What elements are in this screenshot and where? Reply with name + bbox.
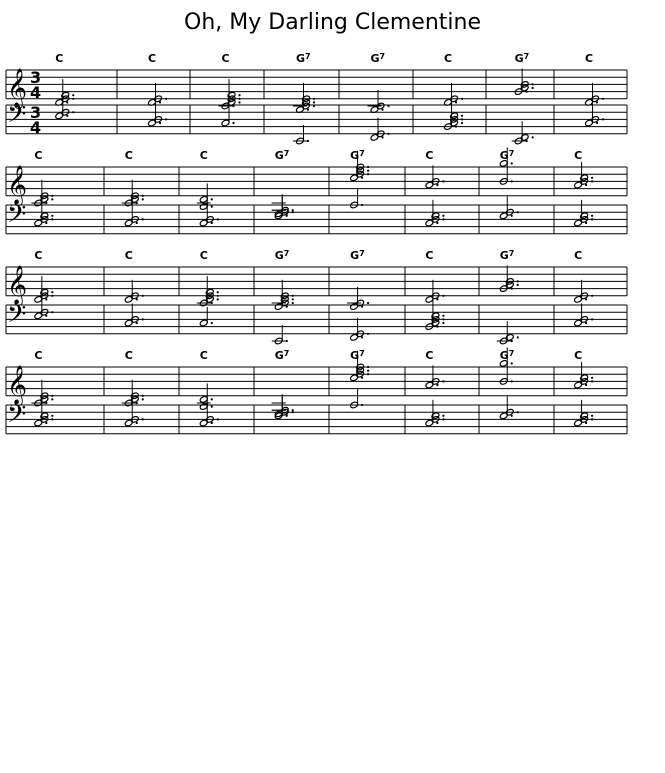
treble-note-dot <box>292 409 294 411</box>
bass-note-dot <box>602 118 604 120</box>
bass-note-dot <box>517 411 519 413</box>
treble-note-dot <box>72 98 74 100</box>
treble-clef: 𝄞 <box>7 265 28 305</box>
treble-note-dot <box>51 291 53 293</box>
treble-note-dot <box>217 295 219 297</box>
treble-note-dot <box>511 380 513 382</box>
treble-note-dot <box>442 180 444 182</box>
bass-note-dot <box>292 411 294 413</box>
bass-note-dot <box>591 418 593 420</box>
chord-symbol: C <box>574 349 583 362</box>
bass-clef: 𝄢 <box>7 300 27 335</box>
treble-note-dot <box>517 280 519 282</box>
treble-note-dot <box>602 98 604 100</box>
bass-note-dot <box>461 118 463 120</box>
treble-note-dot <box>367 366 369 368</box>
treble-clef: 𝄞 <box>7 68 28 108</box>
treble-note-dot <box>211 398 213 400</box>
treble-note-dot <box>292 302 294 304</box>
bass-note-dot <box>387 133 389 135</box>
treble-note-dot <box>591 177 593 179</box>
time-signature-lower: 4 <box>30 118 42 137</box>
treble-note-dot <box>532 83 534 85</box>
treble-note-dot <box>292 295 294 297</box>
chord-symbol: $G^7$ <box>370 52 386 65</box>
chord-symbol: $G^7$ <box>350 349 365 362</box>
treble-note-dot <box>51 295 53 297</box>
bass-note-dot <box>461 122 463 124</box>
chord-symbol: $G^7$ <box>296 52 311 65</box>
chord-symbol: C <box>34 349 43 362</box>
bass-note-dot <box>232 122 234 124</box>
treble-note-dot <box>217 298 219 300</box>
treble-note-dot <box>313 101 315 103</box>
chord-symbol: C <box>124 349 133 362</box>
chord-symbol: C <box>199 149 208 162</box>
chord-symbol: C <box>34 249 43 262</box>
bass-note-dot <box>591 218 593 220</box>
bass-note-dot <box>307 140 309 142</box>
treble-note-dot <box>367 370 369 372</box>
treble-note-dot <box>217 291 219 293</box>
chord-symbol: C <box>148 52 157 65</box>
bass-note-dot <box>142 318 144 320</box>
treble-note-dot <box>72 94 74 96</box>
treble-note-dot <box>511 162 513 164</box>
treble-note-dot <box>142 398 144 400</box>
treble-note-dot <box>238 94 240 96</box>
bass-note-dot <box>51 218 53 220</box>
chord-symbol: C <box>34 149 43 162</box>
chord-symbol: C <box>124 249 133 262</box>
bass-note-dot <box>211 322 213 324</box>
treble-note-dot <box>238 101 240 103</box>
time-signature-upper: 3 <box>30 103 42 122</box>
time-signature-lower: 4 <box>30 83 42 102</box>
treble-note-dot <box>211 406 213 408</box>
chord-symbol: $G^7$ <box>274 149 290 162</box>
treble-note-dot <box>165 98 167 100</box>
bass-note-dot <box>591 415 593 417</box>
treble-note-dot <box>313 105 315 107</box>
treble-note-dot <box>313 98 315 100</box>
song-title: Oh, My Darling Clementine <box>184 10 481 35</box>
bass-note-dot <box>367 333 369 335</box>
bass-note-dot <box>217 218 219 220</box>
treble-note-dot <box>367 173 369 175</box>
bass-note-dot <box>591 215 593 217</box>
chord-symbol: C <box>199 249 208 262</box>
chord-symbol: C <box>199 349 208 362</box>
treble-note-dot <box>51 395 53 397</box>
treble-note-dot <box>367 373 369 375</box>
treble-note-dot <box>238 98 240 100</box>
bass-note-dot <box>532 136 534 138</box>
chord-symbol: C <box>55 52 64 65</box>
treble-note-dot <box>532 87 534 89</box>
bass-clef: 𝄢 <box>7 400 27 435</box>
bass-note-dot <box>286 340 288 342</box>
chord-symbol: C <box>574 149 583 162</box>
treble-note-dot <box>142 295 144 297</box>
treble-note-dot <box>367 166 369 168</box>
treble-note-dot <box>142 198 144 200</box>
bass-note-dot <box>72 111 74 113</box>
chord-symbol: C <box>425 149 434 162</box>
treble-note-dot <box>591 377 593 379</box>
bass-note-dot <box>51 215 53 217</box>
treble-note-dot <box>142 195 144 197</box>
chord-symbol: $G^7$ <box>350 149 365 162</box>
bass-note-dot <box>442 315 444 317</box>
bass-note-dot <box>142 418 144 420</box>
treble-note-dot <box>461 98 463 100</box>
bass-note-dot <box>517 211 519 213</box>
bass-note-dot <box>517 336 519 338</box>
chord-symbol: $G^7$ <box>499 249 515 262</box>
treble-clef: 𝄞 <box>7 365 28 405</box>
bass-note-dot <box>442 418 444 420</box>
bass-clef: 𝄢 <box>7 200 27 235</box>
bass-note-dot <box>51 415 53 417</box>
chord-symbol: C <box>444 52 453 65</box>
chord-symbol: $G^7$ <box>514 52 530 65</box>
time-signature-upper: 3 <box>30 68 42 87</box>
chord-symbol: C <box>221 52 230 65</box>
treble-note-dot <box>292 209 294 211</box>
bass-clef: 𝄢 <box>7 100 27 135</box>
bass-note-dot <box>442 415 444 417</box>
treble-note-dot <box>211 198 213 200</box>
treble-note-dot <box>51 398 53 400</box>
chord-symbol: $G^7$ <box>350 249 365 262</box>
treble-note-dot <box>387 105 389 107</box>
treble-note-dot <box>442 295 444 297</box>
chord-symbol: $G^7$ <box>274 349 290 362</box>
chord-symbol: C <box>124 149 133 162</box>
bass-note <box>520 133 529 141</box>
treble-note-dot <box>517 284 519 286</box>
chord-symbol: $G^7$ <box>499 149 515 162</box>
treble-note-dot <box>511 180 513 182</box>
chord-symbol: $G^7$ <box>499 349 515 362</box>
treble-note-dot <box>367 302 369 304</box>
bass-note-dot <box>442 218 444 220</box>
treble-note-dot <box>511 362 513 364</box>
bass-note-dot <box>51 311 53 313</box>
bass-note-dot <box>461 115 463 117</box>
treble-note-dot <box>591 380 593 382</box>
treble-note-dot <box>591 180 593 182</box>
chord-symbol: $G^7$ <box>274 249 290 262</box>
treble-note-dot <box>442 380 444 382</box>
treble-note-dot <box>292 298 294 300</box>
bass-note-dot <box>292 211 294 213</box>
treble-note-dot <box>591 295 593 297</box>
bass-note-dot <box>591 318 593 320</box>
bass-note-dot <box>442 322 444 324</box>
chord-symbol: C <box>425 349 434 362</box>
treble-note-dot <box>211 206 213 208</box>
bass-note-dot <box>142 218 144 220</box>
treble-note-dot <box>51 195 53 197</box>
treble-note-dot <box>142 395 144 397</box>
treble-note-dot <box>367 170 369 172</box>
treble-clef: 𝄞 <box>7 165 28 205</box>
bass-note-dot <box>442 318 444 320</box>
bass-note-dot <box>442 215 444 217</box>
chord-symbol: C <box>425 249 434 262</box>
treble-note-dot <box>51 198 53 200</box>
chord-symbol: C <box>585 52 594 65</box>
bass-note-dot <box>361 204 363 206</box>
bass-note-dot <box>217 418 219 420</box>
bass-note-dot <box>165 118 167 120</box>
bass-note-dot <box>361 404 363 406</box>
bass-note <box>505 333 514 341</box>
bass-note-dot <box>51 418 53 420</box>
chord-symbol: C <box>574 249 583 262</box>
